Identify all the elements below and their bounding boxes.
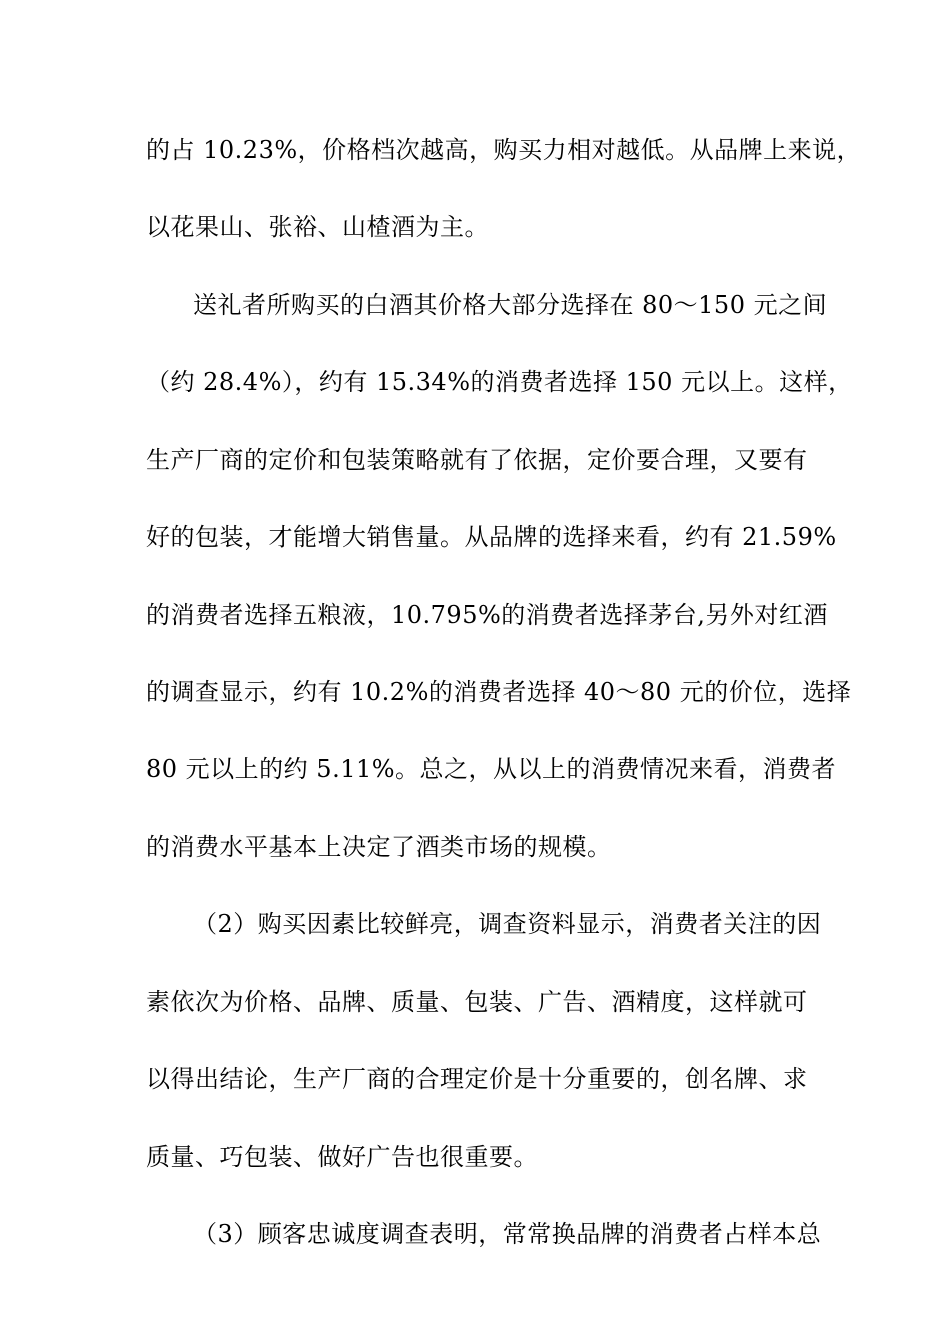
text-line-14: 质量、巧包装、做好广告也很重要。 [146, 1143, 538, 1171]
text-line-1: 的占 10.23%，价格档次越高，购买力相对越低。从品牌上来说， [146, 136, 862, 164]
text-line-9: 80 元以上的约 5.11%。总之，从以上的消费情况来看，消费者 [146, 755, 837, 783]
text-line-13: 以得出结论，生产厂商的合理定价是十分重要的，创名牌、求 [146, 1065, 808, 1093]
paragraph-start-line: 送礼者所购买的白酒其价格大部分选择在 80～150 元之间 [193, 291, 828, 319]
text-line-6: 好的包装，才能增大销售量。从品牌的选择来看，约有 21.59% [146, 523, 837, 551]
text-line-7: 的消费者选择五粮液，10.795%的消费者选择茅台,另外对红酒 [146, 601, 828, 629]
text-line-2: 以花果山、张裕、山楂酒为主。 [146, 213, 489, 241]
text-line-5: 生产厂商的定价和包装策略就有了依据，定价要合理，又要有 [146, 446, 808, 474]
text-line-10: 的消费水平基本上决定了酒类市场的规模。 [146, 833, 612, 861]
text-line-12: 素依次为价格、品牌、质量、包装、广告、酒精度，这样就可 [146, 988, 808, 1016]
paragraph-2-start-line: （2）购买因素比较鲜亮，调查资料显示，消费者关注的因 [193, 910, 822, 938]
paragraph-3-start-line: （3）顾客忠诚度调查表明，常常换品牌的消费者占样本总 [193, 1220, 822, 1248]
text-line-4: （约 28.4%），约有 15.34%的消费者选择 150 元以上。这样， [146, 368, 853, 396]
text-line-8: 的调查显示，约有 10.2%的消费者选择 40～80 元的价位，选择 [146, 678, 852, 706]
